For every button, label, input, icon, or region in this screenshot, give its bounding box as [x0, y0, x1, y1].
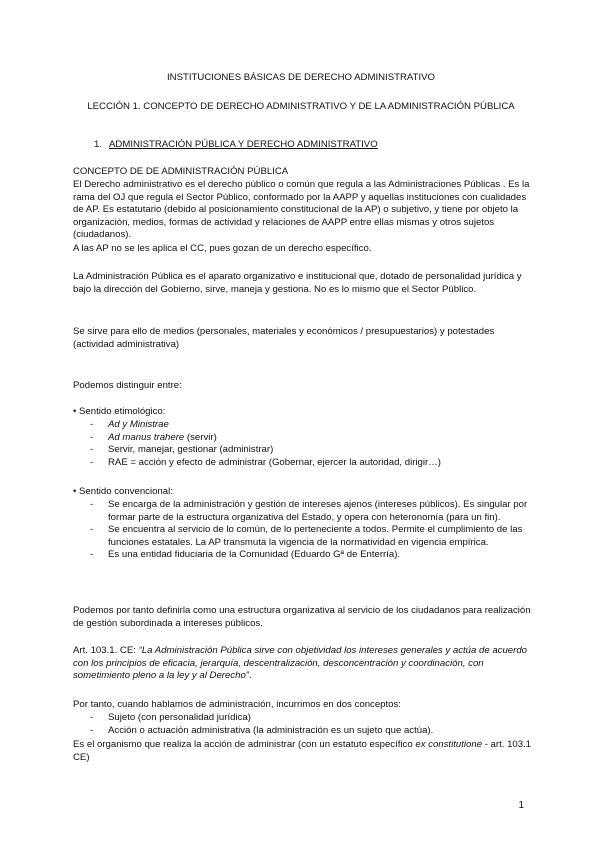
section-heading [94, 139, 514, 152]
page-number: 1 [518, 800, 524, 811]
article-quote: “La Administración Pública sirve con objetividad los intereses generales y actúa de acuerdo con los principios de eficacia, jerarquía, descentralización, desconcentración y coordinación, con sometimiento pleno a la ley y al Derecho” [73, 645, 527, 682]
conventional-heading: • Sentido convencional: [73, 486, 173, 497]
distinguish-paragraph: Podemos distinguir entre: [73, 380, 182, 391]
list-item: - Ad manus trahere (servir) [90, 432, 530, 445]
article-paragraph: Art. 103.1. CE: “La Administración Pública sirve con objetividad los intereses generales y actúa de acuerdo con los principios de eficacia, jerarquía, descentralización, desconcentración y coordinación, con sometimiento pleno a la ley y al Derecho”. [73, 645, 527, 682]
etymological-heading: • Sentido etimológico: [73, 406, 166, 417]
section-number: 1. [94, 139, 103, 150]
section-title: ADMINISTRACIÓN PÚBLICA Y DERECHO ADMINISTRATIVO [109, 139, 378, 150]
means-paragraph: Se sirve para ello de medios (personales, materiales y económicos / presupuestarios) y potestades (actividad administrativa) [73, 326, 495, 350]
conventional-list [90, 499, 530, 562]
concept-paragraph: El Derecho administrativo es el derecho público o común que regula a las Administraciones Públicas . Es la rama del OJ que regula el Sector Público, conformado por la AAPP y aquellas instituciones con cualidades de AP. Es estatutario (debido al posicionamiento constitucional de la AP) o subjetivo, y tiene por objeto la organización, medios, formas de actividad y relaciones de AAPP entre ellas mismas y otros sujetos (ciudadanos). [73, 179, 530, 241]
list-item: - Acción o actuación administrativa (la administración es un sujeto que actúa). [90, 725, 530, 738]
list-item: - Se encarga de la administración y gestión de intereses ajenos (intereses públicos). Es singular por formar parte de la estructura organizativa del Estado, y opera con heteronomía (para un fin). [90, 499, 530, 524]
closing-paragraph: Es el organismo que realiza la acción de administrar (con un estatuto específico ex constitutione - art. 103.1 CE) [73, 739, 532, 763]
list-item: - Es una entidad fiduciaria de la Comunidad (Eduardo Gª de Enterría). [90, 549, 530, 562]
list-item: - Sujeto (con personalidad jurídica) [90, 712, 530, 725]
lesson-title: LECCIÓN 1. CONCEPTO DE DERECHO ADMINISTRATIVO Y DE LA ADMINISTRACIÓN PÚBLICA [87, 101, 515, 112]
list-item: - Ad y Ministrae [90, 419, 530, 432]
list-item: - Se encuentra al servicio de lo común, de lo perteneciente a todos. Permite el cumplimiento de las funciones estatales. La AP transmuta la vigencia de la normatividad en vigencia empírica. [90, 524, 530, 549]
ap-definition-paragraph: La Administración Pública es el aparato organizativo e institucional que, dotado de personalidad jurídica y bajo la dirección del Gobierno, sirve, maneja y gestiona. No es lo mismo que el Sector Público. [73, 271, 522, 295]
concepts-list [90, 712, 530, 737]
etymological-list [90, 419, 530, 469]
concept-heading: CONCEPTO DE DE ADMINISTRACIÓN PÚBLICA [73, 166, 289, 177]
concept-note: A las AP no se les aplica el CC, pues gozan de un derecho específico. [73, 243, 372, 254]
definition-paragraph: Podemos por tanto definirla como una estructura organizativa al servicio de los ciudadanos para realización de gestión subordinada a intereses públicos. [73, 605, 531, 629]
list-item: - Servir, manejar, gestionar (administrar) [90, 444, 530, 457]
article-reference: Art. 103.1. CE: [73, 645, 139, 656]
concepts-intro: Por tanto, cuando hablamos de administración, incurrimos en dos conceptos: [73, 699, 401, 710]
list-item: - RAE = acción y efecto de administrar (Gobernar, ejercer la autoridad, dirigir…) [90, 457, 530, 470]
document-title: INSTITUCIONES BÁSICAS DE DERECHO ADMINISTRATIVO [167, 72, 435, 83]
